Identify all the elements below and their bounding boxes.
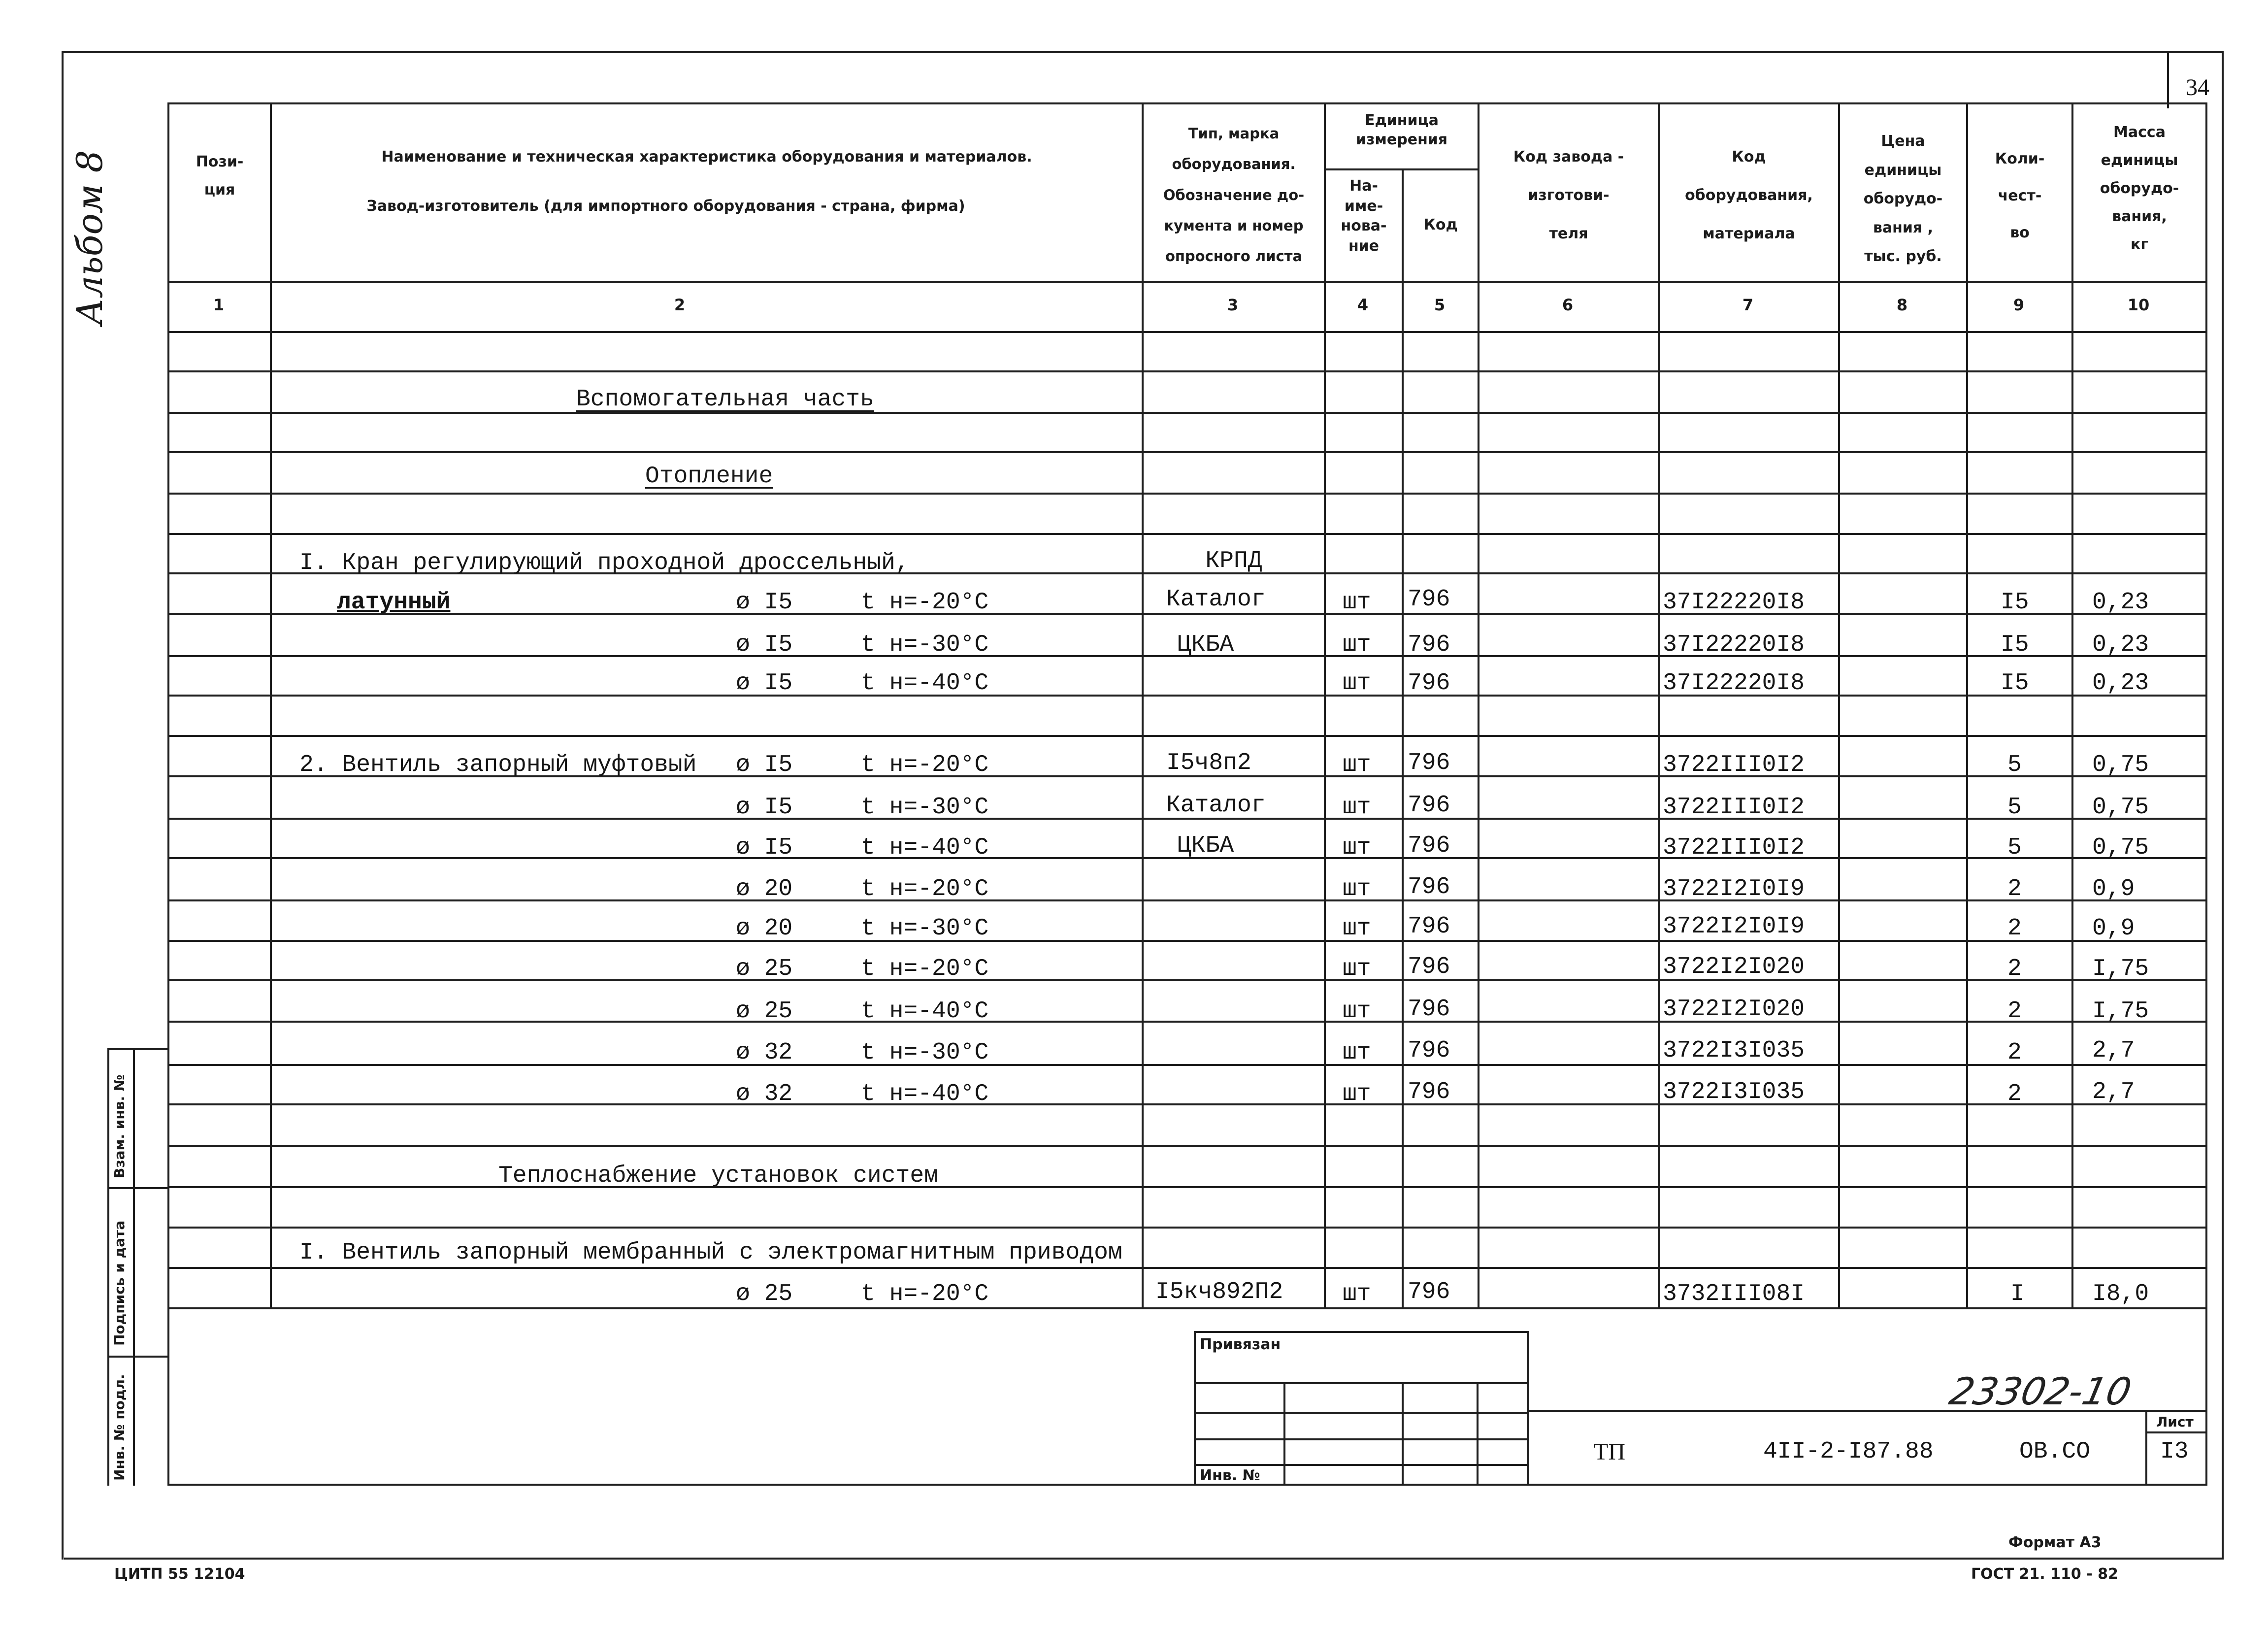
item-quantity: 2 <box>2007 876 2022 902</box>
header-unit-code: Код <box>1423 216 1458 233</box>
header-price: Цена единицы оборудо- вания , тыс. руб. <box>1863 133 1943 265</box>
item-type: ЦКБА <box>1177 832 1234 859</box>
item-name: I. Вентиль запорный мембранный с электромагнитным приводом <box>299 1239 1122 1266</box>
item-quantity: 5 <box>2007 752 2022 778</box>
col-number: 7 <box>1742 296 1754 314</box>
item-unit: шт <box>1343 632 1371 658</box>
item-temperature: t н=-20°C <box>861 589 989 616</box>
stamp-line <box>1283 1382 1285 1484</box>
item-quantity: 2 <box>2007 1039 2022 1066</box>
stamp-tp: ТП <box>1594 1439 1625 1465</box>
header-factory-code: Код завода - изготови- теля <box>1513 148 1624 242</box>
row-line <box>167 1021 2207 1023</box>
header-unit-group: Единица измерения <box>1355 112 1448 148</box>
item-diameter: ø 25 <box>736 998 793 1025</box>
col-number: 2 <box>674 296 686 314</box>
item-unit-code: 796 <box>1408 954 1450 980</box>
item-mass: 0,9 <box>2092 915 2135 942</box>
footer-gost: ГОСТ 21. 110 - 82 <box>1971 1565 2118 1583</box>
item-diameter: ø 32 <box>736 1039 793 1066</box>
item-unit-code: 796 <box>1408 874 1450 900</box>
item-unit: шт <box>1343 915 1371 942</box>
item-diameter: ø 25 <box>736 1281 793 1307</box>
table-bottom <box>167 1307 2207 1309</box>
stamp-line <box>2145 1431 2207 1433</box>
item-diameter: ø I5 <box>736 834 793 861</box>
row-line <box>167 370 2207 372</box>
item-quantity: 2 <box>2007 998 2022 1025</box>
item-unit-code: 796 <box>1408 586 1450 613</box>
item-unit: шт <box>1343 752 1371 778</box>
row-line <box>167 1103 2207 1105</box>
table-top <box>167 102 2207 104</box>
item-mass: 0,23 <box>2092 589 2149 616</box>
item-name: латунный <box>337 589 451 616</box>
row-line <box>167 1186 2207 1188</box>
unit-subheader-line <box>1324 168 1478 170</box>
header-unit-name: На- име- нова- ние <box>1341 177 1387 255</box>
item-type: Каталог <box>1166 586 1266 613</box>
item-name: 2. Вентиль запорный муфтовый <box>299 752 697 778</box>
item-unit: шт <box>1343 670 1371 697</box>
item-temperature: t н=-20°C <box>861 752 989 778</box>
side-strip-line <box>107 1048 169 1050</box>
header-type: Тип, марка оборудования. Обозначение до- кумента и номер опросного листа <box>1163 125 1305 265</box>
item-quantity: 2 <box>2007 1081 2022 1107</box>
stamp-handwritten-number: 23302-10 <box>1945 1369 2136 1413</box>
item-quantity: 2 <box>2007 915 2022 942</box>
item-quantity: I5 <box>2001 632 2029 658</box>
item-material-code: 3722I2I0I9 <box>1663 913 1805 940</box>
frame-top <box>62 51 2224 53</box>
item-diameter: ø I5 <box>736 752 793 778</box>
item-temperature: t н=-40°C <box>861 834 989 861</box>
item-material-code: 3722I2I020 <box>1663 954 1805 980</box>
stamp-doc-code: 4II-2-I87.88 <box>1763 1438 1934 1465</box>
item-material-code: 37I22220I8 <box>1663 632 1805 658</box>
item-material-code: 3722III0I2 <box>1663 752 1805 778</box>
side-label-podpis: Подпись и дата <box>111 1220 128 1346</box>
stamp-list-number: I3 <box>2160 1438 2189 1465</box>
item-mass: 0,9 <box>2092 876 2135 902</box>
stamp-line <box>2145 1410 2147 1484</box>
item-mass: I,75 <box>2092 956 2149 982</box>
item-unit: шт <box>1343 956 1371 982</box>
item-diameter: ø I5 <box>736 632 793 658</box>
item-mass: 0,75 <box>2092 834 2149 861</box>
side-strip-line <box>133 1048 135 1486</box>
item-unit: шт <box>1343 1039 1371 1066</box>
col-line <box>1966 102 1968 1307</box>
item-material-code: 37I22220I8 <box>1663 589 1805 616</box>
item-unit: шт <box>1343 876 1371 902</box>
item-quantity: 2 <box>2007 956 2022 982</box>
header-material-code: Код оборудования, материала <box>1685 148 1813 242</box>
item-material-code: 3722III0I2 <box>1663 794 1805 821</box>
item-mass: I8,0 <box>2092 1281 2149 1307</box>
frame-bottom <box>64 1558 2224 1560</box>
stamp-line <box>1477 1382 1479 1484</box>
col-line <box>1658 102 1660 1307</box>
stamp-line <box>1194 1412 1529 1414</box>
item-type: I5ч8п2 <box>1166 750 1251 776</box>
header-quantity: Коли- чест- во <box>1995 150 2045 241</box>
item-unit: шт <box>1343 794 1371 821</box>
item-unit-code: 796 <box>1408 670 1450 697</box>
col-number: 3 <box>1227 296 1239 314</box>
stamp-line <box>1194 1331 1529 1333</box>
row-line <box>167 1145 2207 1147</box>
stamp-right-line <box>2205 1307 2207 1486</box>
item-type: ЦКБА <box>1177 632 1234 658</box>
sheet-top-number: 34 <box>2186 74 2209 100</box>
item-unit: шт <box>1343 834 1371 861</box>
stamp-list-label: Лист <box>2156 1414 2194 1430</box>
item-quantity: 5 <box>2007 794 2022 821</box>
col-line <box>1838 102 1840 1307</box>
header-mass: Масса единицы оборудо- вания, кг <box>2100 124 2179 253</box>
col-number: 4 <box>1357 296 1369 314</box>
item-diameter: ø 25 <box>736 956 793 982</box>
section-title-heat-supply: Теплоснабжение установок систем <box>498 1163 938 1189</box>
item-diameter: ø 20 <box>736 915 793 942</box>
item-mass: 0,75 <box>2092 752 2149 778</box>
header-bottom <box>167 281 2207 283</box>
row-line <box>167 1227 2207 1229</box>
item-unit: шт <box>1343 589 1371 616</box>
stamp-line <box>1194 1331 1196 1484</box>
item-diameter: ø I5 <box>736 589 793 616</box>
row-line <box>167 979 2207 981</box>
item-unit-code: 796 <box>1408 996 1450 1023</box>
item-temperature: t н=-20°C <box>861 876 989 902</box>
row-line <box>167 412 2207 414</box>
item-unit-code: 796 <box>1408 1079 1450 1105</box>
item-quantity: I5 <box>2001 670 2029 697</box>
item-unit-code: 796 <box>1408 1037 1450 1064</box>
item-temperature: t н=-40°C <box>861 670 989 697</box>
item-type: Каталог <box>1166 792 1266 819</box>
numbers-bottom <box>167 331 2207 333</box>
item-diameter: ø I5 <box>736 670 793 697</box>
item-material-code: 3722I2I0I9 <box>1663 876 1805 902</box>
item-unit: шт <box>1343 1081 1371 1107</box>
item-unit-code: 796 <box>1408 792 1450 819</box>
stamp-left-line <box>167 1307 169 1486</box>
side-strip-line <box>107 1187 169 1189</box>
item-material-code: 3722III0I2 <box>1663 834 1805 861</box>
side-label-vzam: Взам. инв. № <box>111 1074 128 1178</box>
item-quantity: I <box>2010 1281 2025 1307</box>
item-unit: шт <box>1343 1281 1371 1307</box>
item-quantity: 5 <box>2007 834 2022 861</box>
item-type: КРПД <box>1205 548 1262 574</box>
item-type: I5кч892П2 <box>1155 1279 1283 1305</box>
item-unit-code: 796 <box>1408 913 1450 940</box>
page-number-box-left <box>2167 51 2169 108</box>
item-diameter: ø 32 <box>736 1081 793 1107</box>
item-mass: 0,75 <box>2092 794 2149 821</box>
item-mass: 2,7 <box>2092 1037 2135 1064</box>
row-line <box>167 613 2207 615</box>
item-temperature: t н=-30°C <box>861 915 989 942</box>
item-diameter: ø 20 <box>736 876 793 902</box>
item-temperature: t н=-20°C <box>861 1281 989 1307</box>
stamp-inv-no: Инв. № <box>1200 1467 1260 1484</box>
header-name-line1: Наименование и техническая характеристика оборудования и материалов. <box>381 148 1032 166</box>
stamp-privyazan: Привязан <box>1200 1336 1281 1353</box>
header-position: Пози- ция <box>196 153 244 199</box>
item-temperature: t н=-40°C <box>861 998 989 1025</box>
footer-left-code: ЦИТП 55 12104 <box>114 1565 245 1583</box>
col-line <box>2071 102 2073 1307</box>
item-unit-code: 796 <box>1408 832 1450 859</box>
item-temperature: t н=-30°C <box>861 1039 989 1066</box>
header-name-line2: Завод-изготовитель (для импортного оборудования - страна, фирма) <box>366 198 965 215</box>
item-material-code: 37I22220I8 <box>1663 670 1805 697</box>
col-number: 1 <box>213 296 225 314</box>
item-quantity: I5 <box>2001 589 2029 616</box>
item-material-code: 3722I3I035 <box>1663 1079 1805 1105</box>
col-number: 8 <box>1896 296 1908 314</box>
item-unit-code: 796 <box>1408 632 1450 658</box>
row-line <box>167 899 2207 901</box>
item-temperature: t н=-30°C <box>861 632 989 658</box>
col-line <box>167 102 169 1486</box>
item-mass: 0,23 <box>2092 670 2149 697</box>
item-temperature: t н=-30°C <box>861 794 989 821</box>
col-number: 5 <box>1434 296 1446 314</box>
item-material-code: 3732III08I <box>1663 1281 1805 1307</box>
row-line <box>167 533 2207 535</box>
album-label: Альбом 8 <box>69 150 110 325</box>
stamp-line <box>1194 1438 1529 1440</box>
side-strip-line <box>107 1356 169 1358</box>
item-unit-code: 796 <box>1408 750 1450 776</box>
col-number: 9 <box>2013 296 2025 314</box>
item-mass: 2,7 <box>2092 1079 2135 1105</box>
stamp-mark: ОВ.СО <box>2019 1438 2091 1465</box>
stamp-line <box>1194 1382 1529 1384</box>
col-line <box>1142 102 1144 1307</box>
row-line <box>167 940 2207 942</box>
frame-left <box>62 51 64 1560</box>
col-line <box>270 102 272 1307</box>
item-unit-code: 796 <box>1408 1279 1450 1305</box>
side-label-inv-podl: Инв. № подл. <box>111 1374 128 1481</box>
col-line <box>2205 102 2207 1307</box>
row-line <box>167 493 2207 495</box>
section-title-aux: Вспомогательная часть <box>576 386 874 413</box>
footer-format: Формат А3 <box>2008 1534 2102 1551</box>
stamp-bottom <box>167 1484 2207 1486</box>
row-line <box>167 1064 2207 1066</box>
col-number: 6 <box>1562 296 1574 314</box>
frame-right <box>2222 51 2224 1560</box>
row-line <box>167 695 2207 697</box>
section-title-heating: Отопление <box>645 463 773 490</box>
stamp-line <box>1402 1382 1404 1484</box>
side-strip-line <box>107 1048 109 1486</box>
col-line <box>1324 102 1326 1307</box>
item-mass: 0,23 <box>2092 632 2149 658</box>
item-temperature: t н=-20°C <box>861 956 989 982</box>
item-name: I. Кран регулирующий проходной дроссельный, <box>299 550 910 576</box>
col-line <box>1402 168 1404 1307</box>
stamp-line <box>1527 1331 1529 1484</box>
item-temperature: t н=-40°C <box>861 1081 989 1107</box>
item-material-code: 3722I3I035 <box>1663 1037 1805 1064</box>
item-unit: шт <box>1343 998 1371 1025</box>
col-line <box>1478 102 1479 1307</box>
row-line <box>167 735 2207 737</box>
item-mass: I,75 <box>2092 998 2149 1025</box>
item-diameter: ø I5 <box>736 794 793 821</box>
stamp-line <box>1194 1464 1529 1466</box>
row-line <box>167 1267 2207 1269</box>
item-material-code: 3722I2I020 <box>1663 996 1805 1023</box>
col-number: 10 <box>2127 296 2150 314</box>
row-line <box>167 451 2207 453</box>
